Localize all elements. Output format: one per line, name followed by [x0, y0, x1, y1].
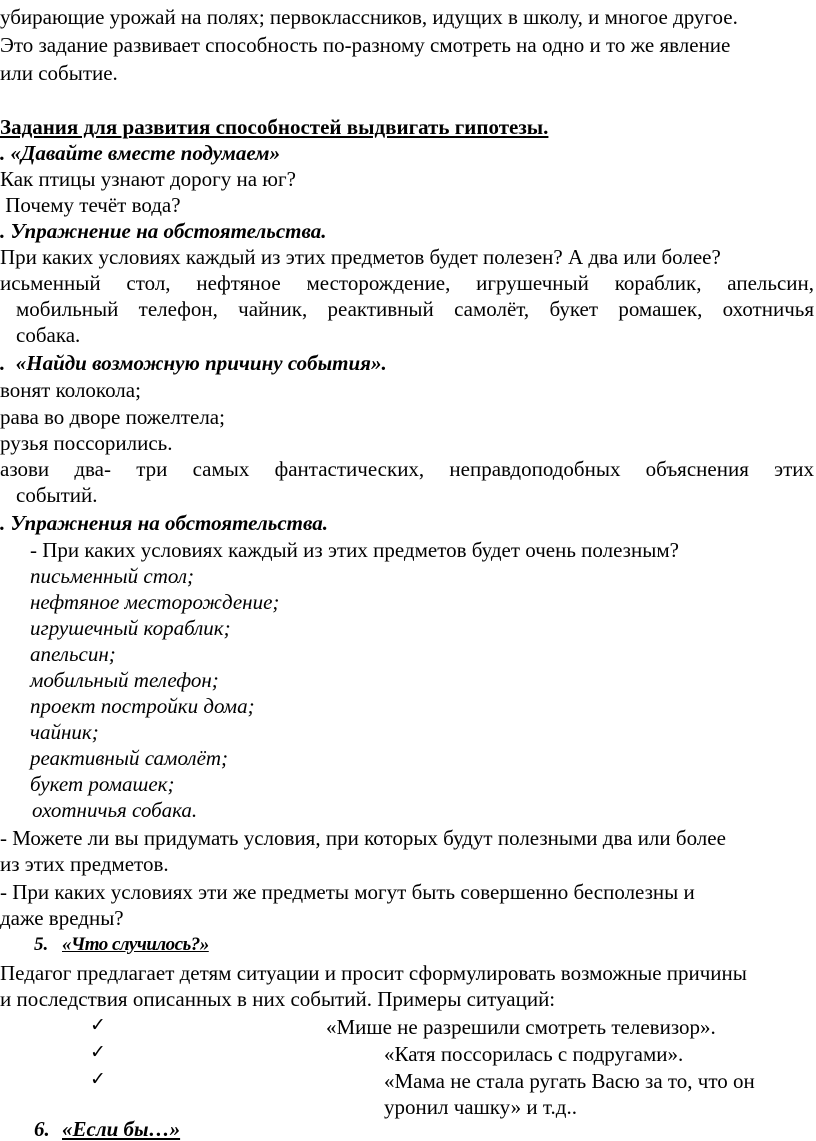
task4-item: охотничья собака.: [32, 798, 198, 822]
task5-description-line-1: Педагог предлагает детям ситуации и просит сформулировать возможные причины: [0, 961, 747, 985]
checkmark-icon: ✓: [90, 1014, 106, 1036]
task6-number: 6.: [34, 1117, 50, 1141]
task4-item: нефтяное месторождение;: [30, 590, 280, 614]
task6-title: «Если бы…»: [62, 1117, 181, 1141]
task4-title: . Упражнения на обстоятельства.: [0, 511, 328, 535]
task4-item: чайник;: [30, 720, 99, 744]
task5-situation-2: «Катя поссорилась с подругами».: [384, 1042, 684, 1066]
task4-question: - При каких условиях каждый из этих предметов будет очень полезным?: [30, 538, 679, 562]
section-heading: Задания для развития способностей выдвигать гипотезы.: [0, 115, 549, 139]
task3-event-1: вонят колокола;: [0, 378, 141, 402]
checkmark-icon: ✓: [90, 1068, 106, 1090]
task5-description-line-2: и последствия описанных в них событий. Примеры ситуаций:: [0, 987, 556, 1011]
task4-question-3-line-2: даже вредны?: [0, 906, 124, 930]
task2-title: . Упражнение на обстоятельства.: [0, 219, 327, 243]
intro-line-1: убирающие урожай на полях; первоклассников, идущих в школу, и многое другое.: [0, 5, 738, 29]
task1-title: . «Давайте вместе подумаем»: [0, 141, 281, 165]
task5-number: 5.: [34, 934, 49, 955]
task5-situation-3-line-1: «Мама не стала ругать Васю за то, что он: [384, 1069, 755, 1093]
task4-item: игрушечный кораблик;: [30, 616, 231, 640]
task2-question: При каких условиях каждый из этих предметов будет полезен? А два или более?: [0, 245, 721, 269]
task4-item: мобильный телефон;: [30, 668, 219, 692]
task2-items-line-1: исьменный стол, нефтяное месторождение, игрушечный кораблик, апельсин,: [0, 271, 814, 295]
task4-question-2-line-2: из этих предметов.: [0, 852, 169, 876]
task2-items-line-2: мобильный телефон, чайник, реактивный самолёт, букет ромашек, охотничья: [16, 297, 814, 321]
task1-question-2: Почему течёт вода?: [0, 193, 181, 217]
task2-items-line-3: собака.: [16, 323, 81, 347]
task3-title: . «Найди возможную причину события».: [0, 351, 387, 375]
task4-item: реактивный самолёт;: [30, 746, 229, 770]
task3-ask-line-2: событий.: [16, 483, 98, 507]
intro-line-3: или событие.: [0, 61, 118, 85]
checkmark-icon: ✓: [90, 1041, 106, 1063]
task4-item: письменный стол;: [30, 564, 195, 588]
task1-question-1: Как птицы узнают дорогу на юг?: [0, 167, 296, 191]
task4-question-3-line-1: - При каких условиях эти же предметы могут быть совершенно бесполезны и: [0, 880, 695, 904]
task4-item: апельсин;: [30, 642, 116, 666]
task3-ask-line-1: азови два- три самых фантастических, неправдоподобных объяснения этих: [0, 457, 814, 481]
task5-situation-1: «Мише не разрешили смотреть телевизор».: [326, 1015, 716, 1039]
task4-question-2-line-1: - Можете ли вы придумать условия, при которых будут полезными два или более: [0, 826, 726, 850]
task5-title: «Что случилось?»: [62, 934, 209, 955]
task3-event-3: рузья поссорились.: [0, 431, 173, 455]
task3-event-2: рава во дворе пожелтела;: [0, 405, 225, 429]
task4-item: букет ромашек;: [30, 772, 175, 796]
intro-line-2: Это задание развивает способность по-разному смотреть на одно и то же явление: [0, 33, 731, 57]
task4-item: проект постройки дома;: [30, 694, 255, 718]
task5-situation-3-line-2: уронил чашку» и т.д..: [384, 1095, 577, 1119]
